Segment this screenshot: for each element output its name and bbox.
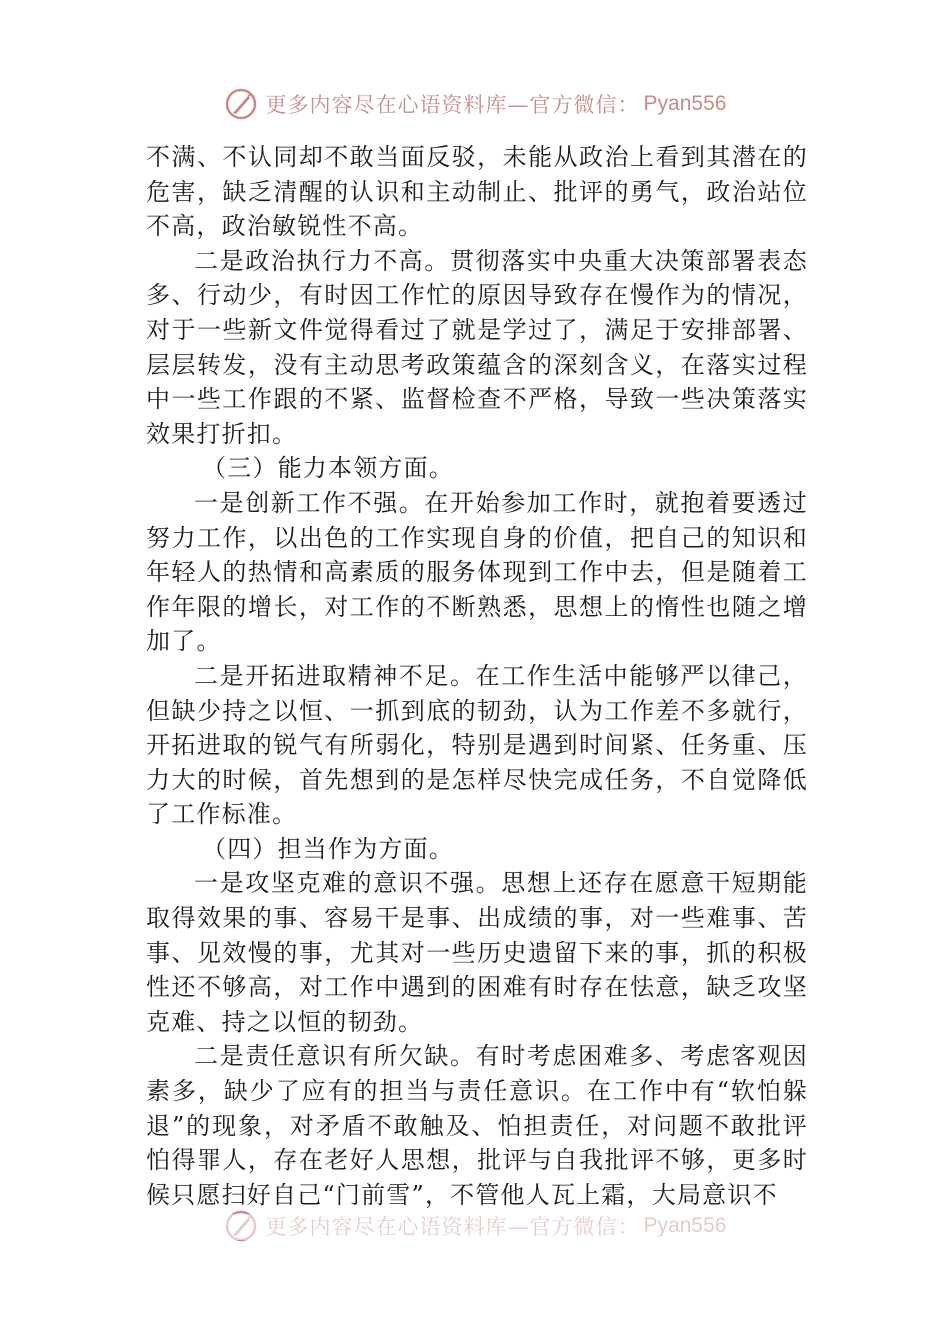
watermark-wechat-id: Pyan556: [643, 92, 727, 115]
paragraph-5: 一是攻坚克难的意识不强。思想上还存在愿意干短期能取得效果的事、容易干是事、出成绩的事，对一些难事、苦事、见效慢的事，尤其对一些历史遗留下来的事，抓的积极性还不够高，对工作中遇到的困难有时存在怯意，缺乏攻坚克难、持之以恒的韧劲。: [146, 869, 808, 1036]
watermark-header: [0, 84, 950, 124]
paragraph-4: 二是开拓进取精神不足。在工作生活中能够严以律己，但缺少持之以恒、一抓到底的韧劲，认为工作差不多就行，开拓进取的锐气有所弱化，特别是遇到时间紧、任务重、压力大的时候，首先想到的是怎样尽快完成任务，不自觉降低了工作标准。: [146, 661, 808, 829]
paragraph-1: 不满、不认同却不敢当面反驳，未能从政治上看到其潜在的危害，缺乏清醒的认识和主动制止、批评的勇气，政治站位不高，政治敏锐性不高。: [146, 143, 808, 241]
section-heading-3: （三）能力本领方面。: [202, 454, 454, 483]
paragraph-2: 二是政治执行力不高。贯彻落实中央重大决策部署表态多、行动少，有时因工作忙的原因导致存在慢作为的情况，对于一些新文件觉得看过了就是学过了，满足于安排部署、层层转发，没有主动思考政策蕴含的深刻含义，在落实过程中一些工作跟的不紧、监督检查不严格，导致一些决策落实效果打折扣。: [146, 246, 808, 448]
quill-logo-icon: [224, 87, 258, 121]
paragraph-6: 二是责任意识有所欠缺。有时考虑困难多、考虑客观因素多，缺少了应有的担当与责任意识。在工作中有“软怕躲退”的现象，对矛盾不敢触及、怕担责任，对问题不敢批评怕得罪人，存在老好人思想，批评与自我批评不够，更多时候只愿扫好自己“门前雪”，不管他人瓦上霜，大局意识不: [146, 1042, 808, 1209]
footer-cutoff-overlay: [0, 1214, 950, 1240]
watermark-text: 更多内容尽在心语资料库—官方微信：: [265, 93, 640, 117]
paragraph-3: 一是创新工作不强。在开始参加工作时，就抱着要透过努力工作，以出色的工作实现自身的价值，把自己的知识和年轻人的热情和高素质的服务体现到工作中去，但是随着工作年限的增长，对工作的不断熟悉，思想上的惰性也随之增加了。: [146, 488, 808, 656]
section-heading-4: （四）担当作为方面。: [202, 834, 454, 863]
document-body: [146, 140, 808, 1212]
